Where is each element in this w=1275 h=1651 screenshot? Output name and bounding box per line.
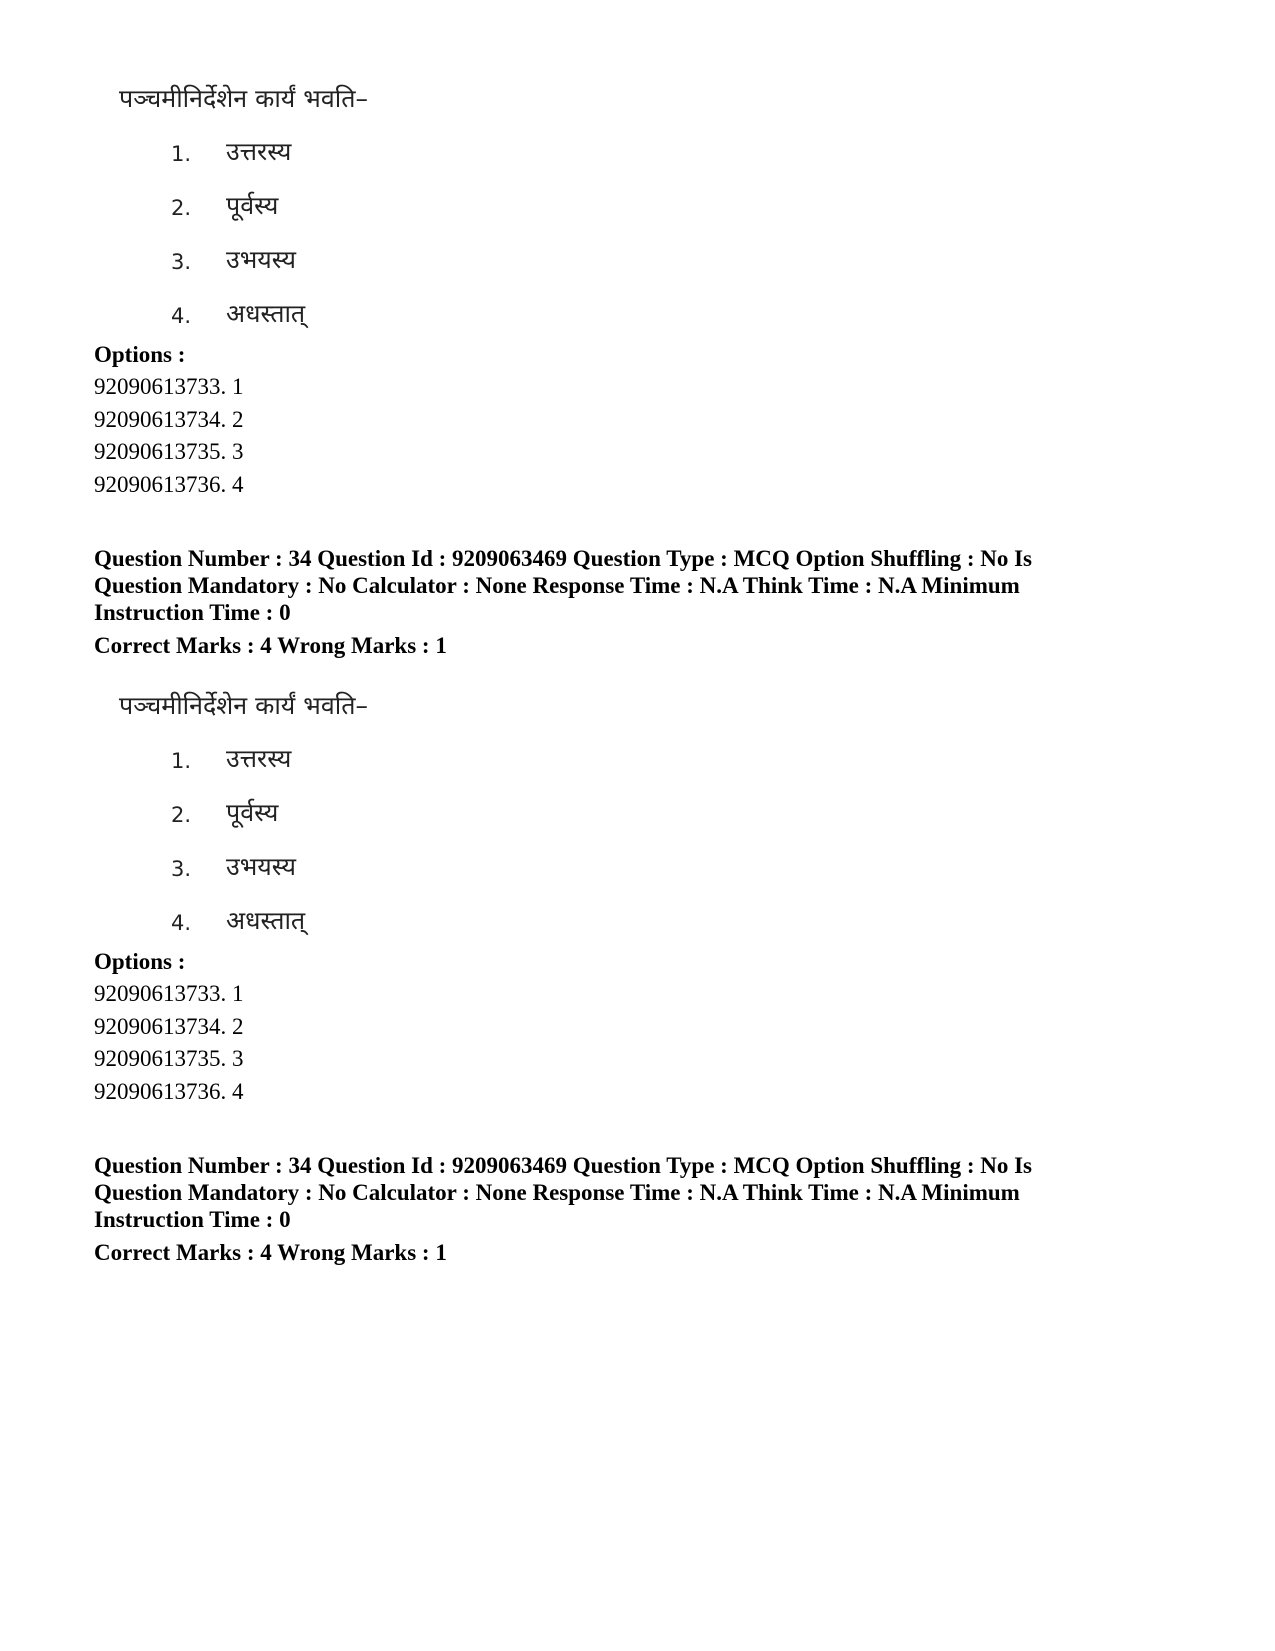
question-choice bbox=[171, 744, 571, 778]
choice-text: पूर्वस्य bbox=[226, 798, 279, 827]
option-line: 92090613736. 4 bbox=[94, 472, 244, 497]
choice-number: 3. bbox=[171, 250, 192, 274]
question-metadata bbox=[94, 1152, 1094, 1233]
options-heading: Options : bbox=[94, 342, 186, 367]
choice-text: अधस्तात् bbox=[226, 299, 306, 328]
options-heading: Options : bbox=[94, 949, 186, 974]
question-choice bbox=[171, 798, 571, 832]
question-choice bbox=[171, 137, 571, 171]
question-choice bbox=[171, 191, 571, 225]
metadata-line: Question Mandatory : No Calculator : None Response Time : N.A Think Time : N.A Minimum bbox=[94, 573, 1020, 598]
question-choice bbox=[171, 906, 571, 940]
marks-line: Correct Marks : 4 Wrong Marks : 1 bbox=[94, 633, 447, 658]
choice-number: 3. bbox=[171, 857, 192, 881]
question-metadata bbox=[94, 545, 1094, 626]
metadata-line: Instruction Time : 0 bbox=[94, 600, 291, 625]
choice-text: उभयस्य bbox=[226, 852, 297, 881]
choice-text: पूर्वस्य bbox=[226, 191, 279, 220]
option-line: 92090613736. 4 bbox=[94, 1079, 244, 1104]
choice-number: 4. bbox=[171, 911, 192, 935]
choice-text: उभयस्य bbox=[226, 245, 297, 274]
option-line: 92090613733. 1 bbox=[94, 981, 244, 1006]
option-line: 92090613734. 2 bbox=[94, 407, 244, 432]
option-line: 92090613735. 3 bbox=[94, 1046, 244, 1071]
question-text: पञ्चमीनिर्देशेन कार्यं भवति– bbox=[119, 84, 368, 113]
choice-text: उत्तरस्य bbox=[226, 137, 292, 166]
metadata-line: Question Mandatory : No Calculator : None Response Time : N.A Think Time : N.A Minimum bbox=[94, 1180, 1020, 1205]
question-text: पञ्चमीनिर्देशेन कार्यं भवति– bbox=[119, 691, 368, 720]
question-choice bbox=[171, 852, 571, 886]
choice-text: अधस्तात् bbox=[226, 906, 306, 935]
choice-text: उत्तरस्य bbox=[226, 744, 292, 773]
choice-number: 2. bbox=[171, 196, 192, 220]
metadata-line: Instruction Time : 0 bbox=[94, 1207, 291, 1232]
metadata-line: Question Number : 34 Question Id : 9209063469 Question Type : MCQ Option Shuffling : No Is bbox=[94, 1153, 1033, 1178]
metadata-line: Question Number : 34 Question Id : 9209063469 Question Type : MCQ Option Shuffling : No Is bbox=[94, 546, 1033, 571]
question-choice bbox=[171, 299, 571, 333]
option-line: 92090613734. 2 bbox=[94, 1014, 244, 1039]
marks-line: Correct Marks : 4 Wrong Marks : 1 bbox=[94, 1240, 447, 1265]
choice-number: 4. bbox=[171, 304, 192, 328]
question-choice bbox=[171, 245, 571, 279]
choice-number: 2. bbox=[171, 803, 192, 827]
option-line: 92090613735. 3 bbox=[94, 439, 244, 464]
choice-number: 1. bbox=[171, 749, 192, 773]
option-line: 92090613733. 1 bbox=[94, 374, 244, 399]
choice-number: 1. bbox=[171, 142, 192, 166]
